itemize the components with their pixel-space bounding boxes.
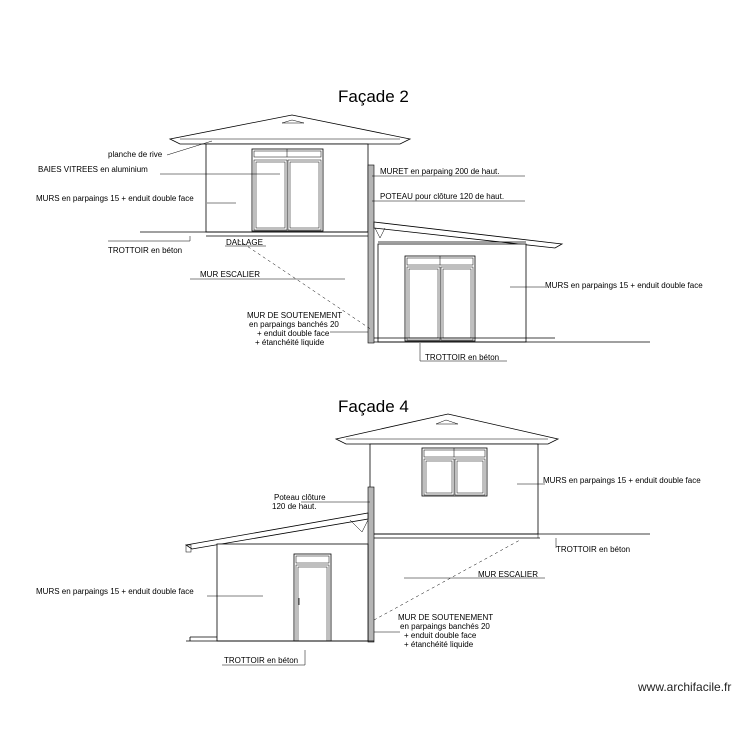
label-trottoir-bottom: TROTTOIR en béton (224, 656, 299, 665)
label-planche-de-rive: planche de rive (108, 150, 163, 159)
facade-4-title: Façade 4 (338, 397, 409, 416)
label-murs-left: MURS en parpaings 15 + enduit double face (36, 194, 194, 203)
label-murs-right: MURS en parpaings 15 + enduit double face (545, 281, 703, 290)
label-soutenement-line-2: en parpaings banchés 20 (249, 320, 339, 329)
label-poteau-line-2: 120 de haut. (272, 502, 317, 511)
label-soutenement-line-4: + étanchéité liquide (255, 338, 325, 347)
label-soutenement-line-3: + enduit double face (404, 631, 477, 640)
label-soutenement-line-4: + étanchéité liquide (404, 640, 474, 649)
label-murs-right: MURS en parpaings 15 + enduit double face (543, 476, 701, 485)
roof (170, 115, 410, 144)
label-murs-left: MURS en parpaings 15 + enduit double face (36, 587, 194, 596)
label-trottoir-bottom: TROTTOIR en béton (425, 353, 500, 362)
label-soutenement-line-1: MUR DE SOUTENEMENT (398, 613, 494, 622)
retaining-wall (368, 165, 374, 343)
label-muret: MURET en parpaing 200 de haut. (380, 167, 500, 176)
label-soutenement-line-1: MUR DE SOUTENEMENT (247, 311, 343, 320)
label-mur-escalier: MUR ESCALIER (200, 270, 261, 279)
lower-wall (378, 244, 526, 342)
retaining-wall (368, 487, 374, 642)
label-soutenement-line-2: en parpaings banchés 20 (400, 622, 490, 631)
watermark: www.archifacile.fr (638, 680, 732, 694)
roof (336, 414, 558, 444)
label-soutenement-line-3: + enduit double face (257, 329, 330, 338)
label-mur-escalier: MUR ESCALIER (478, 570, 539, 579)
label-soutenement (247, 311, 342, 347)
label-trottoir-left: TROTTOIR en béton (108, 246, 183, 255)
facade-4-lower-house (186, 513, 374, 641)
label-poteau: POTEAU pour clôture 120 de haut. (380, 192, 505, 201)
lower-wall (217, 544, 368, 641)
label-poteau-line-1: Poteau clôture (274, 493, 326, 502)
facade-2-title: Façade 2 (338, 87, 409, 106)
label-trottoir-right: TROTTOIR en béton (556, 545, 631, 554)
facade-4 (36, 397, 701, 665)
facade-2 (36, 87, 703, 362)
buried-slope (374, 540, 520, 620)
label-dallage: DALLAGE (226, 238, 263, 247)
label-baies-vitrees: BAIES VITREES en aluminium (38, 165, 148, 174)
label-soutenement (398, 613, 493, 649)
lower-roof (186, 513, 368, 549)
